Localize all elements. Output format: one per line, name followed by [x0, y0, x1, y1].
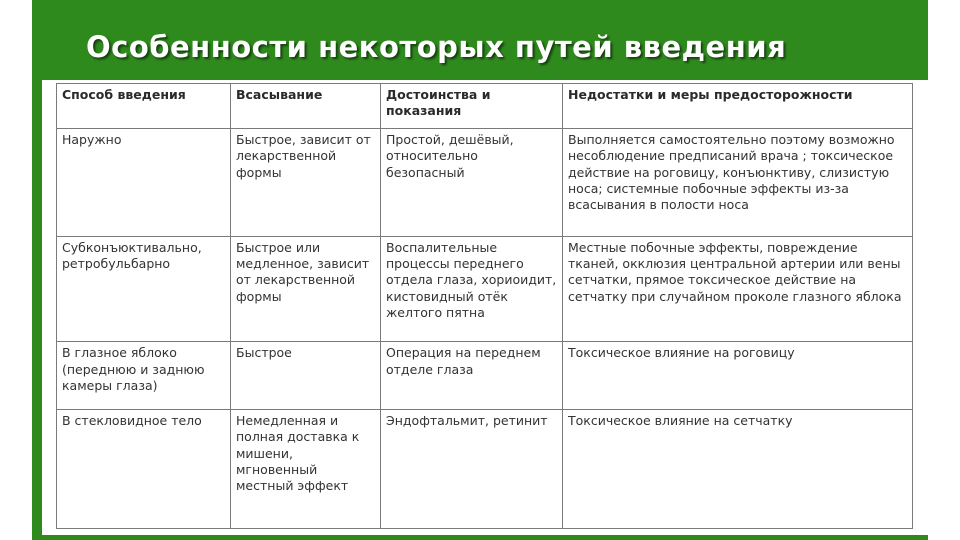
table-cell-method: Субконъюктивально, ретробульбарно — [57, 236, 231, 342]
table-row — [57, 129, 913, 237]
table-cell-method: В стекловидное тело — [57, 410, 231, 529]
table-cell-disadvantages: Выполняется самостоятельно поэтому возможно несоблюдение предписаний врача ; токсическое действие на роговицу, конъюнктиву, слизистую носа; системные побочные эффекты из-за всасывания в полости носа — [563, 129, 913, 237]
header-cell-disadvantages: Недостатки и меры предосторожности — [563, 84, 913, 129]
slide-background — [32, 0, 928, 540]
table-row — [57, 410, 913, 529]
table-cell-absorption: Быстрое — [231, 342, 381, 410]
table-cell-absorption: Немедленная и полная доставка к мишени, мгновенный местный эффект — [231, 410, 381, 529]
table-cell-advantages: Операция на переднем отделе глаза — [381, 342, 563, 410]
slide-title: Особенности некоторых путей введения — [86, 30, 787, 64]
table-cell-advantages: Воспалительные процессы переднего отдела глаза, хориоидит, кистовидный отёк желтого пятна — [381, 236, 563, 342]
table-cell-disadvantages: Местные побочные эффекты, повреждение тканей, окклюзия центральной артерии или вены сетчатки, прямое токсическое действие на сетчатку при случайном проколе глазного яблока — [563, 236, 913, 342]
header-cell-advantages: Достоинства и показания — [381, 84, 563, 129]
table-row — [57, 236, 913, 342]
routes-table — [56, 83, 913, 529]
table-cell-absorption: Быстрое или медленное, зависит от лекарственной формы — [231, 236, 381, 342]
table-cell-disadvantages: Токсическое влияние на роговицу — [563, 342, 913, 410]
table-cell-advantages: Эндофтальмит, ретинит — [381, 410, 563, 529]
header-cell-absorption: Всасывание — [231, 84, 381, 129]
table-cell-method: Наружно — [57, 129, 231, 237]
table-cell-method: В глазное яблоко (переднюю и заднюю камеры глаза) — [57, 342, 231, 410]
table-panel — [42, 80, 928, 535]
table-row — [57, 342, 913, 410]
table-cell-absorption: Быстрое, зависит от лекарственной формы — [231, 129, 381, 237]
table-cell-disadvantages: Токсическое влияние на сетчатку — [563, 410, 913, 529]
table-cell-advantages: Простой, дешёвый, относительно безопасный — [381, 129, 563, 237]
table-header-row — [57, 84, 913, 129]
header-cell-method: Способ введения — [57, 84, 231, 129]
